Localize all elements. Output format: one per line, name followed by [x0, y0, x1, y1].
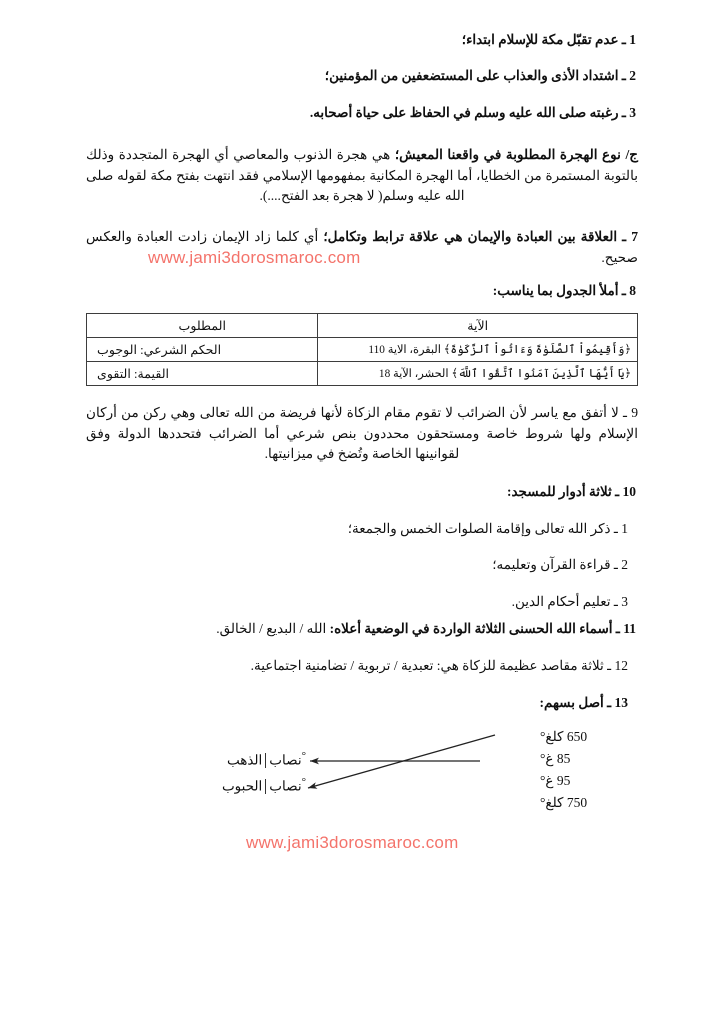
bullet-dot: ° [301, 776, 306, 788]
paragraph-hijra-body: هي هجرة الذنوب والمعاصي أي الهجرة المتجددة وذلك بالتوبة المستمرة من الخطايا، أما الهجرة المكانية بمفهومها الإسلامي فقد انتهت بفتح مكة لقوله صلى الله عليه وسلم( لا هجرة بعد الفتح....). [86, 147, 638, 204]
match-label-gold-suffix: الذهب [226, 752, 263, 768]
answer-10-item-1: 1 ـ ذكر الله تعالى وإقامة الصلوات الخمس والجمعة؛ [347, 521, 628, 536]
match-value-1: 650 كلغ° [540, 729, 588, 744]
answer-13-prompt: 13 ـ أصل بسهم: [539, 695, 628, 710]
match-label-grain [180, 776, 306, 795]
match-values-column [540, 726, 660, 813]
quran-text-1: ﴿وَأَقِيمُواْ ٱلصَّلَوٰةَ وَءَاتُواْ ٱلزَّكَوٰةَ﴾ [443, 344, 631, 356]
quran-ref-1: البقرة، الاية 110 [368, 344, 441, 356]
watermark-bottom: www.jami3dorosmaroc.com [246, 833, 459, 852]
match-label-grain-suffix: الحبوب [221, 778, 263, 794]
table-header-requirement: المطلوب [87, 314, 318, 338]
answer-item-1: 1 ـ عدم تقبّل مكة للإسلام ابتداء؛ [461, 32, 636, 47]
match-label-gold-prefix: نصاب [269, 752, 302, 768]
label-divider [265, 779, 266, 794]
answer-item-3: 3 ـ رغبته صلى الله عليه وسلم في الحفاظ على حياة أصحابه. [309, 105, 636, 120]
match-value-2: 85 غ° [540, 750, 571, 766]
answer-item-12: 12 ـ ثلاثة مقاصد عظيمة للزكاة هي: تعبدية / تربوية / تضامنية اجتماعية. [250, 658, 628, 673]
answer-11-lead: 11 ـ أسماء الله الحسنى الثلاثة الواردة في الوضعية أعلاه: [329, 621, 636, 636]
table-cell-verse [318, 338, 638, 362]
quran-text-2: ﴿يَا أَيُّهَا ٱلَّذِينَ آمَنُوا ٱتَّقُوا ٱللَّهَ﴾ [451, 368, 631, 380]
matching-diagram [180, 726, 660, 836]
table-header-row [87, 314, 638, 338]
table-cell-requirement: القيمة: التقوى [87, 362, 318, 386]
table-row [87, 338, 638, 362]
match-value-4: 750 كلغ° [540, 794, 588, 810]
match-label-grain-prefix: نصاب [269, 778, 302, 794]
quran-ref-2: الحشر، الآية 18 [378, 368, 449, 380]
answer-7-lead: 7 ـ العلاقة بين العبادة والإيمان هي علاقة ترابط وتكامل؛ [323, 229, 638, 244]
match-label-gold [180, 750, 306, 769]
answer-8-prompt: 8 ـ أملأ الجدول بما يناسب: [492, 283, 636, 298]
answer-10-item-3: 3 ـ تعليم أحكام الدين. [511, 594, 628, 609]
answer-10-item-2: 2 ـ قراءة القرآن وتعليمه؛ [492, 557, 628, 572]
answer-10-prompt: 10 ـ ثلاثة أدوار للمسجد: [506, 484, 636, 499]
answer-7-body: أي كلما زاد الإيمان زادت العبادة والعكس صحيح. [86, 229, 638, 265]
table-cell-requirement: الحكم الشرعي: الوجوب [87, 338, 318, 362]
bullet-dot: ° [301, 750, 306, 762]
verse-requirement-table [86, 313, 638, 386]
paragraph-hijra-lead: ج/ نوع الهجرة المطلوبة في واقعنا المعيش؛ [394, 147, 638, 162]
answer-item-11 [0, 621, 636, 637]
watermark-top: www.jami3dorosmaroc.com [148, 248, 361, 267]
table-row [87, 362, 638, 386]
match-value-3: 95 غ° [540, 772, 571, 788]
paragraph-hijra [86, 145, 638, 207]
answer-item-2: 2 ـ اشتداد الأذى والعذاب على المستضعفين من المؤمنين؛ [324, 68, 636, 83]
answer-item-9: 9 ـ لا أتفق مع ياسر لأن الضرائب لا تقوم مقام الزكاة لأنها فريضة من الله تعالى وهي ركن من أركان الإسلام ولها شروط خاصة ومستحقون محددون بنص شرعي أما الضرائب فتحددها الدولة وفق لقوانينها الخاصة وتُضخ في ميزانيتها. [86, 405, 638, 462]
table-header-verse: الآية [318, 314, 638, 338]
table-cell-verse [318, 362, 638, 386]
label-divider [265, 753, 266, 768]
answer-11-body: الله / البديع / الخالق. [216, 621, 330, 636]
